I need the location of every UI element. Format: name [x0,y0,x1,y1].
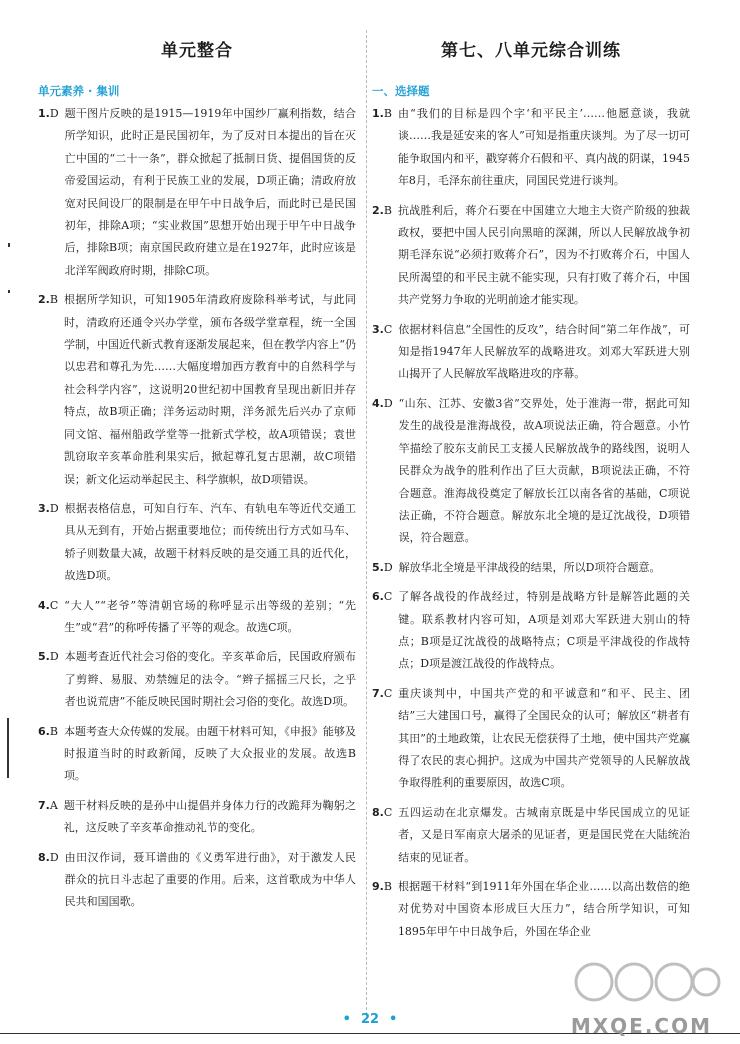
item-explanation: 根据表格信息，可知自行车、汽车、有轨电车等近代交通工具从无到有，开始占据重要地位；而传统出行方式如马车、轿子则数量大减，故题干材料反映的是交通工具的近代化，故选D项。 [64,501,356,583]
left-section-heading: 单元素养 · 集训 [38,84,120,98]
left-column [38,30,356,921]
item-index: 4. [38,598,50,612]
page-dot-right: • [389,1012,398,1027]
item-explanation: 本题考查近代社会习俗的变化。辛亥革命后，民国政府颁布了剪辫、易服、劝禁缠足的法令。“辫子摇摇三尺长，之乎者也说荒唐”不能反映民国时期社会习俗的变化。故选D项。 [64,650,356,709]
item-answer-letter: C [383,590,393,604]
item-explanation: 根据所学知识，可知1905年清政府废除科举考试，与此同时，清政府还通令兴办学堂，颁布各级学堂章程，统一全国学制，中国近代新式教育逐渐发展起来，但在教学内容上“仍以忠君和尊孔为先……大幅度增加西方教育中的自然科学与社会科学内容”，这说明20世纪初中国教育呈现出新旧并存特点，故B项正确；洋务运动时期，洋务派先后兴办了京师同文馆、福州船政学堂等一批新式学校，故A项错误；袁世凯窃取辛亥革命胜利果实后，掀起尊孔复古思潮，故C项错误；新文化运动举起民主、科学旗帜，故D项错误。 [63,293,356,486]
answer-item [372,319,690,386]
item-number [38,847,65,914]
item-index: 2. [372,203,384,217]
right-answer-list [372,103,690,943]
item-number [38,103,65,282]
item-answer-letter: C [49,598,59,612]
item-answer-letter: B [49,724,58,738]
item-answer-letter: D [383,396,393,410]
item-index: 2. [38,293,50,307]
scan-mark [7,718,9,778]
item-index: 6. [38,724,50,738]
item-explanation: 根据题干材料“到1911年外国在华企业……以高出数倍的绝对优势对中国资本形成巨大压力”，结合所学知识，可知1895年甲午中日战争后，外国在华企业 [397,880,690,938]
left-answer-list [38,103,356,914]
answer-item [38,721,356,788]
item-explanation: 本题考查大众传媒的发展。由题干材料可知，《申报》能够及时报道当时的时政新闻，反映了大众报业的发展。故选B项。 [63,724,356,783]
item-index: 8. [38,850,50,864]
item-answer-letter: D [49,850,59,864]
watermark-text: MXQE.COM [570,1014,712,1038]
item-number [38,498,65,588]
page-dot-left: • [342,1012,351,1027]
scan-mark [8,290,10,293]
item-explanation: 重庆谈判中，中国共产党的和平诚意和“和平、民主、团结”三大建国口号，赢得了全国民众的认可；解放区“耕者有其田”的土地政策，让农民无偿获得了土地，使中国共产党赢得了农民的衷心拥护。这成为中国共产党领导的人民解放战争取得胜利的重要原因，故选C项。 [398,686,690,790]
item-answer-letter: D [383,560,393,574]
item-index: 5. [372,560,384,574]
answer-item [372,200,690,312]
item-explanation: “山东、江苏、安徽3省”交界处，处于淮海一带，据此可知发生的战役是淮海战役，故A项说法正确，符合题意。小竹竿描绘了胶东支前民工支援人民解放战争的路线图，说明人民群众为战争的胜利作出了巨大贡献，B项说法正确，不符合题意。淮海战役奠定了解放长江以南各省的基础，C项说法正确，不符合题意。解放东北全境的是辽沈战役，D项错误，符合题意。 [398,396,690,545]
answer-item [372,683,690,795]
item-number [372,393,399,550]
item-number [372,557,399,579]
item-index: 9. [372,880,384,893]
answer-item [38,646,356,713]
item-index: 3. [38,501,50,515]
item-explanation: 依据材料信息“全国性的反攻”，结合时间“第二年作战”，可知是指1947年人民解放军的战略进攻。刘邓大军跃进大别山揭开了人民解放军战略进攻的序幕。 [398,322,690,381]
item-number [372,876,398,943]
column-divider [366,30,367,1015]
item-index: 8. [372,805,384,819]
answer-item [372,586,690,676]
left-title: 单元整合 [161,41,233,61]
item-answer-letter: B [383,880,392,893]
item-index: 7. [372,686,384,700]
answer-item [372,393,690,550]
item-answer-letter: B [383,107,392,120]
answer-item [38,595,356,640]
item-answer-letter: D [49,501,59,515]
answer-item [38,289,356,491]
item-number [372,103,398,193]
item-number [38,721,64,788]
answer-item [38,847,356,914]
item-answer-letter: D [49,650,59,664]
item-explanation: 抗战胜利后，蒋介石要在中国建立大地主大资产阶级的独裁政权，要把中国人民引向黑暗的深渊，所以人民解放战争初期毛泽东说“必须打败蒋介石”，因为不打败蒋介石，中国人民所渴望的和平民主就不能实现，只有打败了蒋介石，中国共产党努力争取的光明前途才能实现。 [397,203,690,307]
item-index: 7. [38,798,50,812]
item-index: 1. [38,107,50,120]
item-explanation: 题干图片反映的是1915—1919年中国纱厂赢利指数，结合所学知识，此时正是民国初年，为了反对日本提出的旨在灭亡中国的“二十一条”，群众掀起了抵制日货、提倡国货的反帝爱国运动，有利于民族工业的发展，D项正确；清政府放宽对民间设厂的限制是在甲午中日战争后，而此时已是民国初年，排除A项；“实业救国”思想开始出现于甲午中日战争后，排除B项；南京国民政府建立是在1927年，此时应该是北洋军阀政府时期，排除C项。 [64,107,356,277]
item-index: 4. [372,396,384,410]
item-index: 3. [372,322,384,336]
item-explanation: 解放华北全境是平津战役的结果，所以D项符合题意。 [398,560,661,574]
answer-item [372,557,690,579]
item-number [372,802,398,869]
item-number [372,200,398,312]
item-number [372,319,398,386]
page-number-value: 22 [360,1012,380,1027]
item-explanation: 题干材料反映的是孙中山提倡并身体力行的改跪拜为鞠躬之礼，这反映了辛亥革命推动礼节的变化。 [63,798,356,835]
item-number [38,289,64,491]
item-index: 6. [372,590,384,604]
right-column [372,30,690,950]
answer-item [372,876,690,943]
item-index: 5. [38,650,50,664]
item-number [38,795,64,840]
item-answer-letter: B [49,293,58,307]
item-index: 1. [372,107,384,120]
item-number [372,683,398,795]
item-answer-letter: B [383,203,392,217]
item-explanation: 由“我们的目标是四个字‘和平民主’……他愿意谈，我就谈……我是延安来的客人”可知是指重庆谈判。为了尽一切可能争取国内和平，戳穿蒋介石假和平、真内战的阴谋，1945年8月，毛泽东前往重庆，同国民党进行谈判。 [397,107,690,188]
answer-item [38,498,356,588]
item-answer-letter: C [383,686,393,700]
item-answer-letter: D [49,107,59,120]
item-explanation: “大人”“老爷”等清朝官场的称呼显示出等级的差别；“先生”或“君”的称呼传播了平等的观念。故选C项。 [64,598,356,634]
right-title: 第七、八单元综合训练 [441,41,621,61]
item-answer-letter: A [49,798,58,812]
item-number [372,586,398,676]
item-explanation: 五四运动在北京爆发。古城南京既是中华民国成立的见证者，又是日军南京大屠杀的见证者，更是国民党在大陆统治结束的见证者。 [398,805,690,864]
answer-item [372,103,690,193]
item-number [38,646,65,713]
item-explanation: 由田汉作词，聂耳谱曲的《义勇军进行曲》，对于激发人民群众的抗日斗志起了重要的作用。后来，这首歌成为中华人民共和国国歌。 [64,850,356,909]
answer-item [38,103,356,282]
item-answer-letter: C [383,805,393,819]
scan-mark [8,243,10,247]
item-explanation: 了解各战役的作战经过，特别是战略方针是解答此题的关键。联系教材内容可知，A项是刘邓大军跃进大别山的特点；B项是辽沈战役的战略特点；C项是平津战役的作战特点；D项是渡江战役的作战特点。 [398,590,690,671]
right-section-heading: 一、选择题 [372,84,430,98]
item-answer-letter: C [383,322,393,336]
answer-item [372,802,690,869]
answer-item [38,795,356,840]
item-number [38,595,64,640]
